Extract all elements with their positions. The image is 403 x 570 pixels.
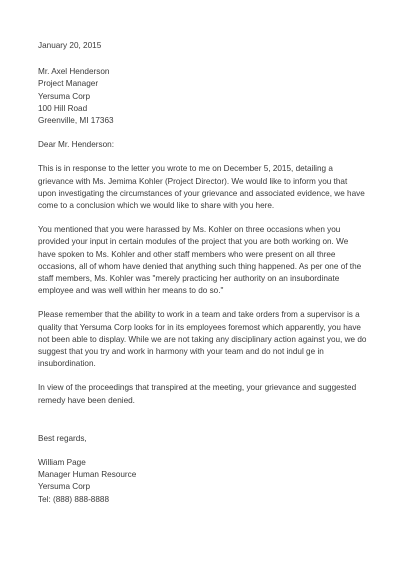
recipient-address	[38, 66, 368, 127]
paragraph-line: employee and was well within her means to do so."	[38, 286, 224, 296]
letter-date	[38, 40, 368, 52]
paragraph-line: suggest that you try and work in harmony with your team and do not indul ge in	[38, 347, 324, 357]
paragraph-line: You mentioned that you were harassed by Ms. Kohler on three occasions when you	[38, 225, 341, 235]
paragraph-line: come to a conclusion which we would like to share with you here.	[38, 201, 275, 211]
paragraph-3	[38, 309, 368, 370]
recipient-name: Mr. Axel Henderson	[38, 67, 110, 77]
letter-content	[38, 40, 368, 506]
salutation-text: Dear Mr. Henderson:	[38, 140, 114, 150]
paragraph-line: In view of the proceedings that transpired at the meeting, your grievance and suggested	[38, 383, 357, 393]
recipient-city: Greenville, MI 17363	[38, 116, 114, 126]
paragraph-line: not been able to display. While we are not taking any disciplinary action against you, we do	[38, 334, 367, 344]
paragraph-line: provided your input in certain modules of the project that you are both working on. We	[38, 237, 349, 247]
paragraph-line: upon investigating the circumstances of your grievance and associated evidence, we have	[38, 188, 365, 198]
paragraph-line: quality that Yersuma Corp looks for in its employees foremost which apparently, you have	[38, 322, 361, 332]
paragraph-line: grievance with Ms. Jemima Kohler (Project Director). We would like to inform you that	[38, 176, 348, 186]
signer-title: Manager Human Resource	[38, 470, 137, 480]
salutation	[38, 139, 368, 151]
date-text: January 20, 2015	[38, 41, 102, 50]
recipient-title: Project Manager	[38, 79, 99, 89]
paragraph-line: This is in response to the letter you wrote to me on December 5, 2015, detailing a	[38, 164, 333, 174]
closing-text: Best regards,	[38, 433, 87, 443]
paragraph-line: have spoken to Ms. Kohler and other staff members who were present on all three	[38, 249, 336, 259]
closing	[38, 433, 368, 445]
paragraph-line: insubordination.	[38, 359, 96, 369]
paragraph-line: Please remember that the ability to work in a team and take orders from a supervisor is a	[38, 310, 360, 320]
recipient-street: 100 Hill Road	[38, 103, 88, 113]
signer-company: Yersuma Corp	[38, 482, 91, 492]
paragraph-4	[38, 382, 368, 406]
paragraph-2	[38, 224, 368, 297]
recipient-company: Yersuma Corp	[38, 91, 91, 101]
signer-phone: Tel: (888) 888-8888	[38, 494, 110, 504]
signer-name: William Page	[38, 458, 86, 468]
signature-block	[38, 457, 368, 506]
paragraph-1	[38, 163, 368, 212]
paragraph-line: occasions, all of whom have denied that anything such thing happened. As per one of the	[38, 261, 362, 271]
paragraph-line: remedy have been denied.	[38, 395, 135, 405]
paragraph-line: staff members, Ms. Kohler was "merely practicing her authority on an insubordinate	[38, 274, 340, 284]
